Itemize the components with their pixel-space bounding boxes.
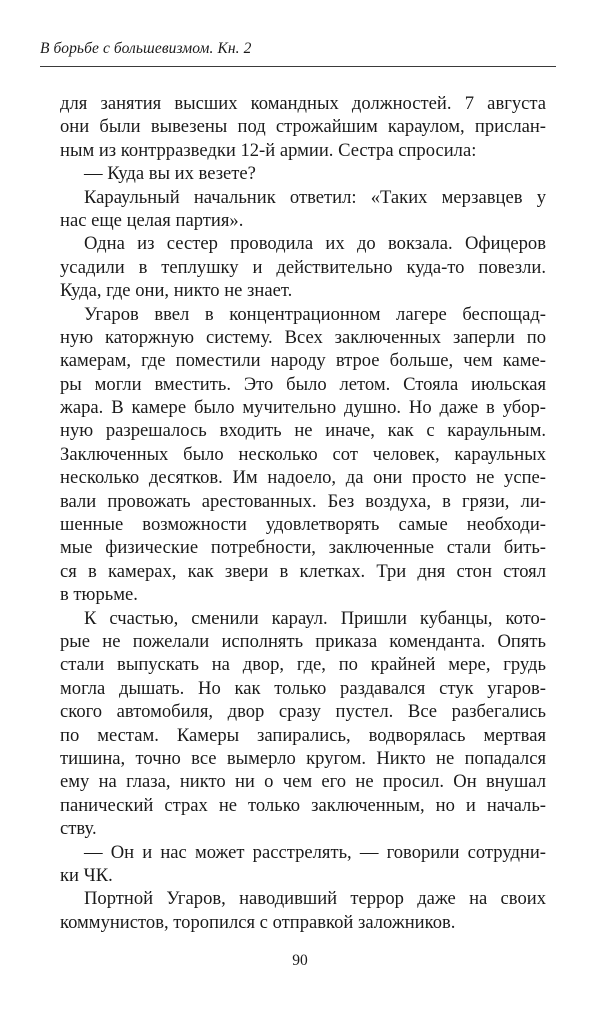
- running-title: В борьбе с большевизмом. Кн. 2: [40, 40, 252, 57]
- text-line: мые физические потребности, заключенные стали бить-: [60, 537, 546, 559]
- text-line: Куда, где они, никто не знает.: [60, 280, 293, 302]
- body-text: [60, 92, 546, 934]
- text-line: ки ЧК.: [60, 864, 113, 886]
- text-line: тишина, точно все вымерло кругом. Никто не попадался: [60, 747, 546, 769]
- text-line: панический страх не только заключенным, но и началь-: [60, 794, 546, 816]
- text-line: несколько десятков. Им надоело, да они просто не успе-: [60, 467, 546, 489]
- text-line: Заключенных было несколько сот человек, караульных: [60, 443, 546, 465]
- text-line: нас еще целая партия».: [60, 209, 244, 231]
- text-line: ся в камерах, как звери в клетках. Три дня стон стоял: [60, 560, 546, 582]
- text-line: камерам, где поместили народу втрое больше, чем каме-: [60, 350, 546, 372]
- text-line: — Куда вы их везете?: [84, 163, 256, 185]
- text-line: ную разрешалось входить не иначе, как с караульным.: [60, 420, 546, 442]
- text-line: жара. В камере было мучительно душно. Но даже в убор-: [60, 397, 546, 419]
- text-line: рые не пожелали исполнять приказа коменданта. Опять: [60, 630, 546, 652]
- header-rule: [40, 66, 556, 67]
- text-line: могла дышать. Но как только раздавался стук угаров-: [60, 677, 546, 699]
- text-line: ского автомобиля, двор сразу пустел. Все разбегались: [60, 701, 546, 723]
- text-line: Портной Угаров, наводивший террор даже на своих: [84, 888, 546, 910]
- text-line: К счастью, сменили караул. Пришли кубанцы, кото-: [84, 607, 546, 629]
- text-line: ным из контрразведки 12-й армии. Сестра спросила:: [60, 139, 477, 161]
- text-line: в тюрьме.: [60, 584, 138, 606]
- text-line: Угаров ввел в концентрационном лагере беспощад-: [84, 303, 546, 325]
- text-line: — Он и нас может расстрелять, — говорили сотрудни-: [84, 841, 546, 863]
- text-line: ству.: [60, 818, 97, 840]
- text-line: коммунистов, торопился с отправкой заложников.: [60, 911, 456, 933]
- text-line: ему на глаза, никто ни о чем его не просил. Он внушал: [60, 771, 546, 793]
- text-line: стали выпускать на двор, где, по крайней мере, грудь: [60, 654, 546, 676]
- text-line: шенные возможности удовлетворять самые необходи-: [60, 514, 546, 536]
- text-line: они были вывезены под строжайшим караулом, прислан-: [60, 116, 546, 138]
- text-line: для занятия высших командных должностей. 7 августа: [60, 93, 546, 114]
- text-line: ры могли вместить. Это было летом. Стояла июльская: [60, 373, 546, 395]
- text-line: Караульный начальник ответил: «Таких мерзавцев у: [84, 186, 546, 208]
- text-line: усадили в теплушку и действительно куда-то повезли.: [60, 256, 546, 278]
- text-line: Одна из сестер проводила их до вокзала. Офицеров: [84, 233, 546, 255]
- text-line: вали провожать арестованных. Без воздуха, в грязи, ли-: [60, 490, 546, 512]
- page-number: 90: [292, 952, 308, 969]
- text-line: ную каторжную систему. Всех заключенных заперли по: [60, 326, 546, 348]
- text-line: по местам. Камеры запирались, водворялась мертвая: [60, 724, 546, 746]
